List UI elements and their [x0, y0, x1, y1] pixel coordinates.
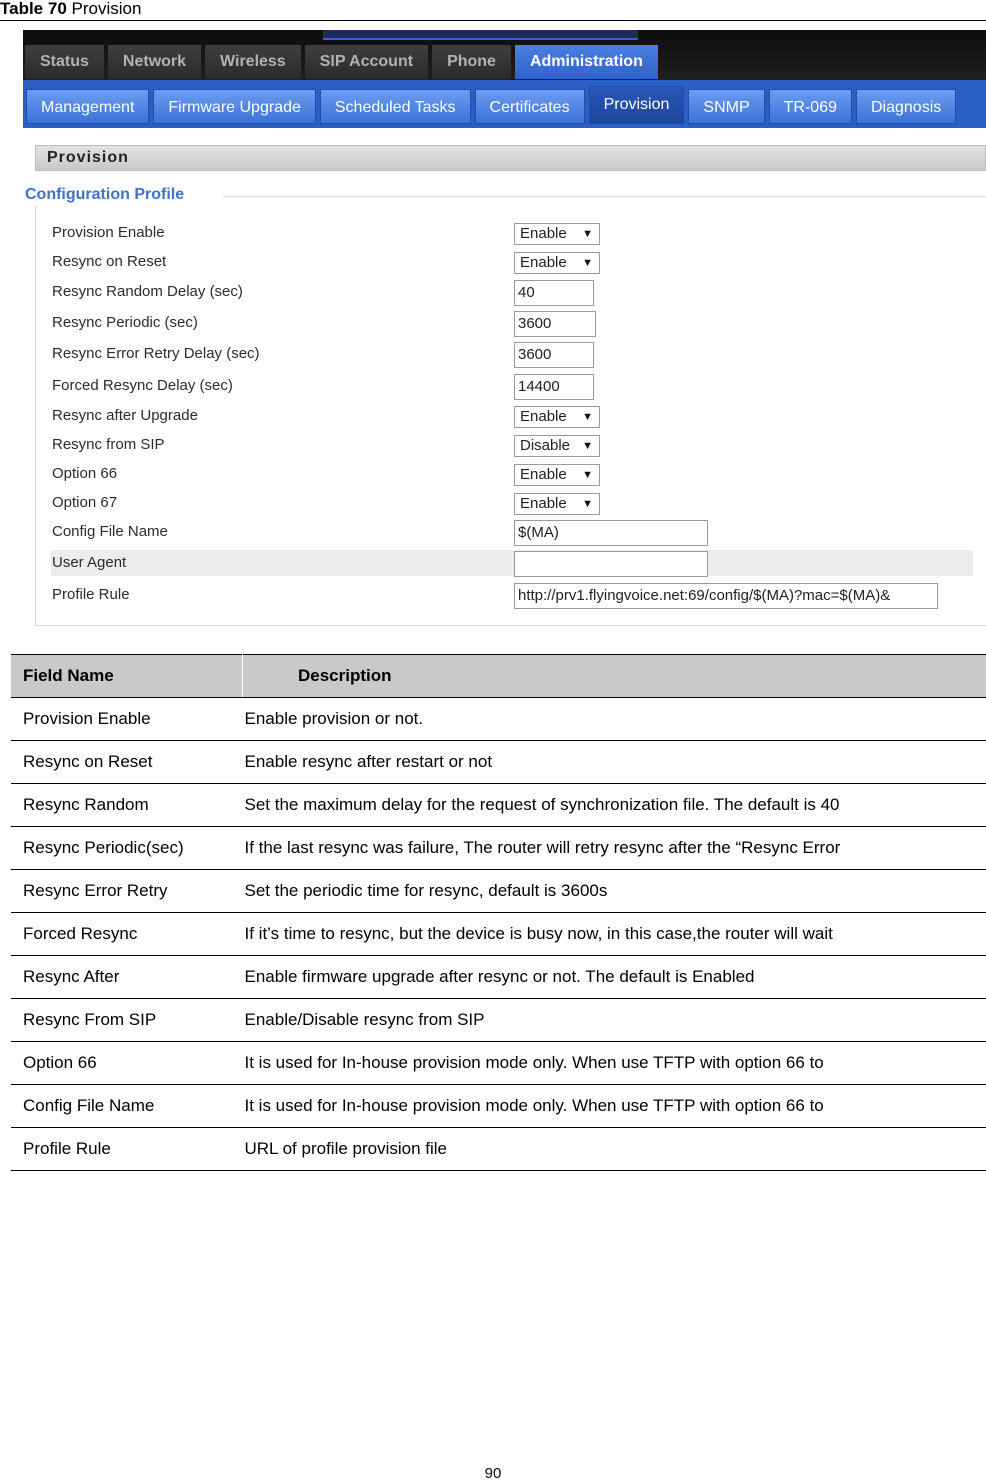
main-tab-phone[interactable]: Phone — [432, 45, 511, 79]
table-header-row — [11, 655, 986, 698]
table-row — [11, 827, 986, 870]
table-row — [11, 784, 986, 827]
cell-field-name: Resync Periodic(sec) — [11, 827, 243, 870]
sub-tab-scheduled-tasks[interactable]: Scheduled Tasks — [320, 89, 471, 124]
main-tab-network[interactable]: Network — [108, 45, 201, 79]
field-select[interactable] — [514, 223, 600, 245]
field-label: Profile Rule — [52, 586, 130, 603]
sub-tab-diagnosis[interactable]: Diagnosis — [856, 89, 956, 124]
config-profile-title: Configuration Profile — [25, 186, 185, 203]
sub-tab-management[interactable]: Management — [26, 89, 149, 124]
cell-description: Set the maximum delay for the request of synchronization file. The default is 40 — [243, 784, 986, 827]
cell-field-name: Option 66 — [11, 1042, 243, 1085]
dropdown-arrow-icon: ▼ — [582, 440, 593, 452]
field-label: Resync on Reset — [52, 253, 167, 270]
cell-description: If the last resync was failure, The router will retry resync after the “Resync Error — [243, 827, 986, 870]
table-row — [11, 1128, 986, 1171]
table-row — [11, 698, 986, 741]
table-row — [11, 1085, 986, 1128]
sub-tab-tr-069[interactable]: TR-069 — [769, 89, 852, 124]
table-row — [11, 1042, 986, 1085]
field-input[interactable]: 3600 — [514, 342, 594, 368]
cell-description: It is used for In-house provision mode only. When use TFTP with option 66 to — [243, 1042, 986, 1085]
cell-field-name: Forced Resync — [11, 913, 243, 956]
sub-tab-snmp[interactable]: SNMP — [688, 89, 764, 124]
sub-tab-firmware-upgrade[interactable]: Firmware Upgrade — [153, 89, 315, 124]
field-label: Resync from SIP — [52, 436, 165, 453]
cell-field-name: Config File Name — [11, 1085, 243, 1128]
field-label: Resync Error Retry Delay (sec) — [52, 345, 260, 362]
cell-description: URL of profile provision file — [243, 1128, 986, 1171]
field-input[interactable] — [514, 551, 708, 577]
field-description-table — [11, 654, 986, 1171]
dropdown-arrow-icon: ▼ — [582, 411, 593, 423]
field-label: Resync Random Delay (sec) — [52, 283, 243, 300]
table-row — [11, 741, 986, 784]
field-input[interactable]: http://prv1.flyingvoice.net:69/config/$(MA)?mac=$(MA)& — [514, 583, 938, 609]
router-ui-screenshot — [23, 30, 986, 628]
field-select[interactable] — [514, 493, 600, 515]
main-tabs — [25, 45, 658, 79]
main-tab-wireless[interactable]: Wireless — [205, 45, 301, 79]
sub-nav-bar — [23, 80, 986, 128]
table-row — [11, 870, 986, 913]
dropdown-arrow-icon: ▼ — [582, 228, 593, 240]
sub-tabs — [26, 89, 956, 124]
divider — [223, 196, 986, 197]
field-select[interactable] — [514, 406, 600, 428]
cell-field-name: Provision Enable — [11, 698, 243, 741]
header-description: Description — [243, 655, 986, 698]
field-input[interactable]: $(MA) — [514, 520, 708, 546]
cell-field-name: Resync on Reset — [11, 741, 243, 784]
sub-tab-provision[interactable]: Provision — [589, 86, 685, 124]
select-value: Enable — [520, 495, 567, 512]
caption-title: Provision — [71, 0, 142, 18]
caption-label: Table 70 — [0, 0, 67, 18]
field-label: User Agent — [52, 554, 127, 571]
cell-description: Enable provision or not. — [243, 698, 986, 741]
field-label: Forced Resync Delay (sec) — [52, 377, 233, 394]
page-number: 90 — [484, 1465, 502, 1482]
field-input[interactable]: 3600 — [514, 311, 596, 337]
highlight-row — [51, 550, 973, 576]
field-label: Option 66 — [52, 465, 118, 482]
field-label: Resync Periodic (sec) — [52, 314, 198, 331]
field-input[interactable]: 14400 — [514, 374, 594, 400]
field-select[interactable] — [514, 435, 600, 457]
cell-field-name: Profile Rule — [11, 1128, 243, 1171]
select-value: Disable — [520, 437, 571, 454]
dropdown-arrow-icon: ▼ — [582, 469, 593, 481]
table-row — [11, 956, 986, 999]
main-nav-bar — [23, 30, 986, 80]
cell-field-name: Resync Error Retry — [11, 870, 243, 913]
brand-banner — [323, 30, 638, 40]
dropdown-arrow-icon: ▼ — [582, 498, 593, 510]
field-label: Resync after Upgrade — [52, 407, 198, 424]
cell-description: Set the periodic time for resync, default is 3600s — [243, 870, 986, 913]
select-value: Enable — [520, 466, 567, 483]
field-label: Config File Name — [52, 523, 168, 540]
section-title: Provision — [35, 145, 986, 171]
field-select[interactable] — [514, 252, 600, 274]
select-value: Enable — [520, 225, 567, 242]
cell-description: Enable firmware upgrade after resync or not. The default is Enabled — [243, 956, 986, 999]
sub-tab-certificates[interactable]: Certificates — [475, 89, 585, 124]
main-tab-sip-account[interactable]: SIP Account — [305, 45, 428, 79]
cell-field-name: Resync From SIP — [11, 999, 243, 1042]
cell-description: It is used for In-house provision mode only. When use TFTP with option 66 to — [243, 1085, 986, 1128]
header-field-name: Field Name — [11, 655, 243, 698]
field-label: Option 67 — [52, 494, 118, 511]
cell-field-name: Resync After — [11, 956, 243, 999]
main-tab-status[interactable]: Status — [25, 45, 104, 79]
select-value: Enable — [520, 408, 567, 425]
cell-field-name: Resync Random — [11, 784, 243, 827]
table-row — [11, 999, 986, 1042]
main-tab-administration[interactable]: Administration — [515, 45, 658, 79]
select-value: Enable — [520, 254, 567, 271]
cell-description: If it’s time to resync, but the device is busy now, in this case,the router will wait — [243, 913, 986, 956]
cell-description: Enable resync after restart or not — [243, 741, 986, 784]
cell-description: Enable/Disable resync from SIP — [243, 999, 986, 1042]
field-label: Provision Enable — [52, 224, 165, 241]
dropdown-arrow-icon: ▼ — [582, 257, 593, 269]
table-row — [11, 913, 986, 956]
table-caption — [0, 0, 986, 21]
field-select[interactable] — [514, 464, 600, 486]
field-input[interactable]: 40 — [514, 280, 594, 306]
